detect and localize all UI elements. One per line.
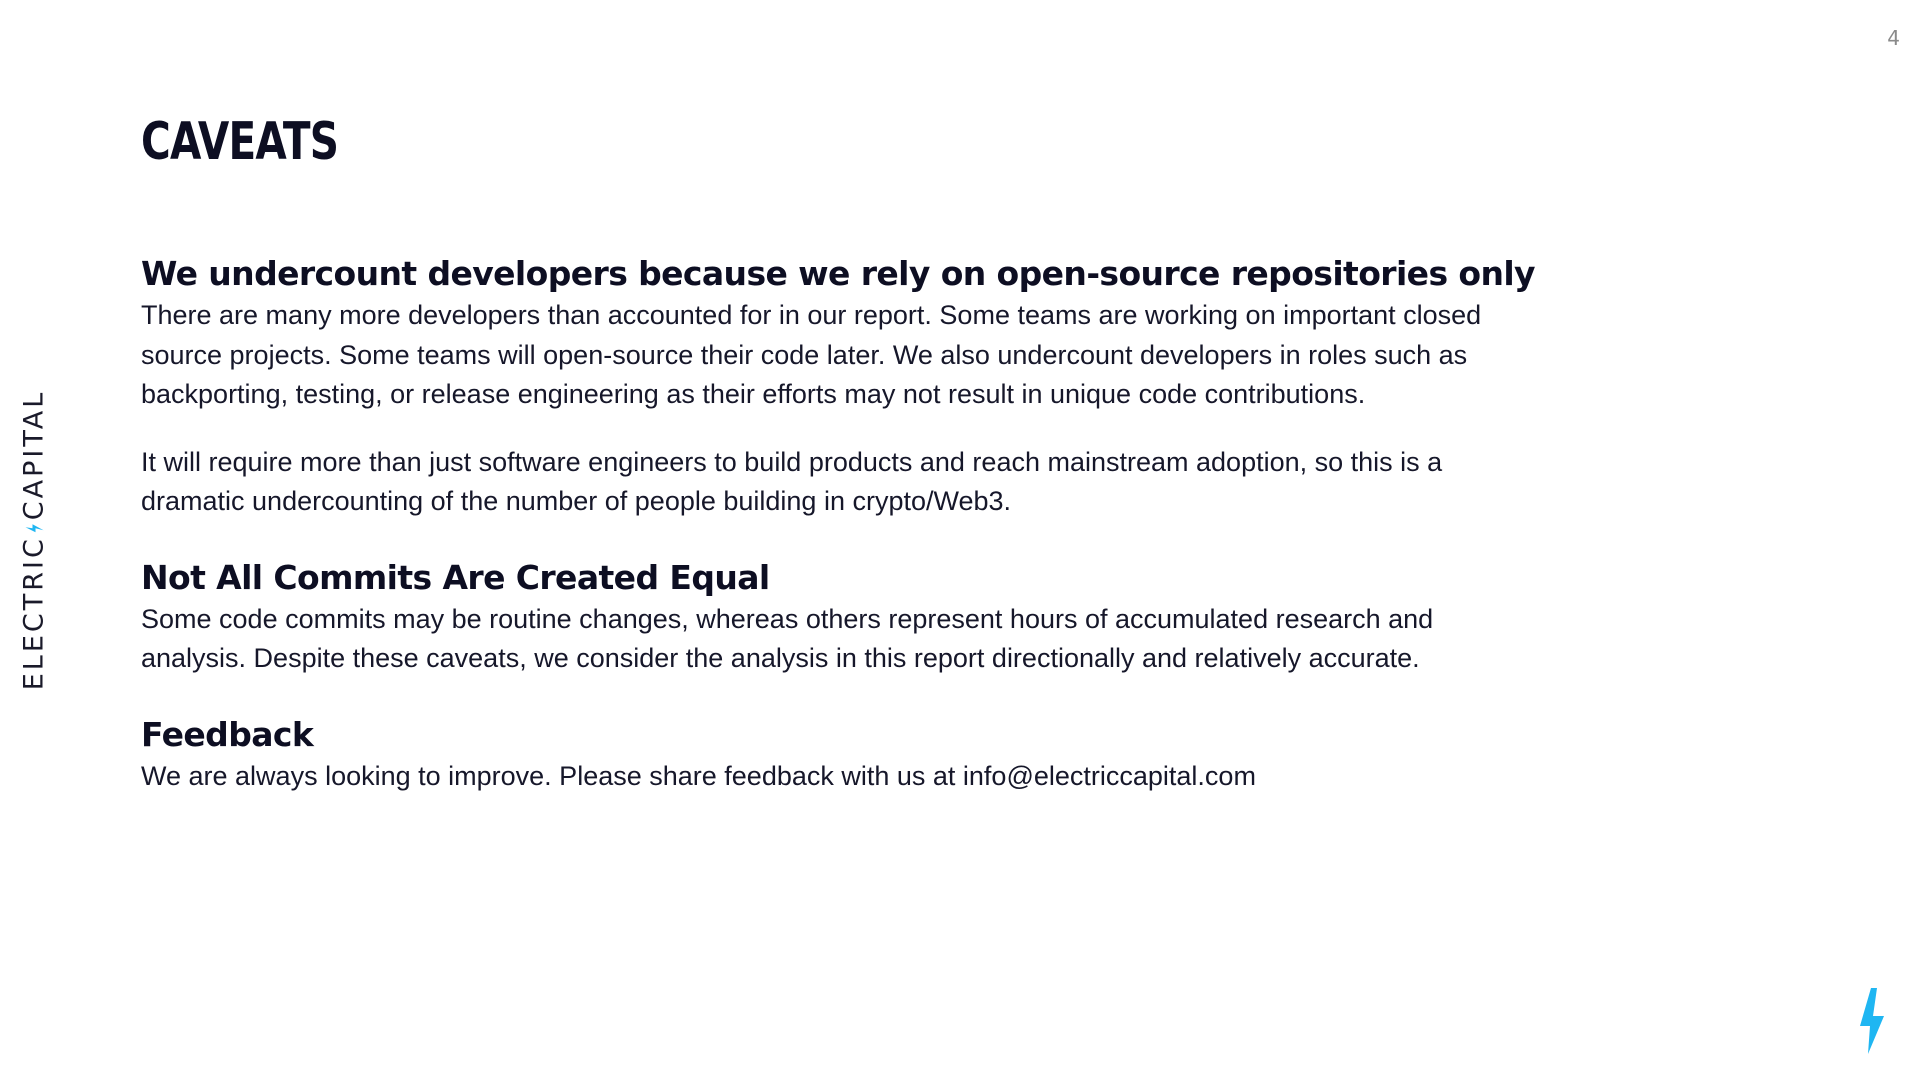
- section-feedback: [141, 713, 1541, 797]
- section-heading: We undercount developers because we rely on open-source repositories only: [141, 254, 1535, 293]
- section-undercount: [141, 252, 1541, 522]
- section-commits: [141, 556, 1541, 679]
- section-heading: Feedback: [141, 714, 314, 754]
- lightning-bolt-icon: [25, 523, 43, 533]
- section-paragraph: There are many more developers than accounted for in our report. Some teams are working on important closed source projects. Some teams will open-source their code later. We also undercount developers in roles such as backporting, testing, or release engineering as their efforts may not result in unique code contributions.: [141, 300, 1482, 409]
- caveats-content: [141, 252, 1541, 796]
- logo-word-capital: CAPITAL: [18, 389, 50, 521]
- lightning-bolt-icon: [1856, 988, 1886, 1054]
- section-paragraph: We are always looking to improve. Please share feedback with us at info@electriccapital.com: [141, 760, 1256, 791]
- page-title: CAVEATS: [141, 112, 339, 172]
- electric-capital-logo: [19, 390, 50, 691]
- section-paragraph: Some code commits may be routine changes, whereas others represent hours of accumulated research and analysis. Despite these caveats, we consider the analysis in this report directionally and relatively accurate.: [141, 603, 1434, 673]
- section-heading: Not All Commits Are Created Equal: [141, 557, 770, 597]
- logo-word-electric: ELECTRIC: [18, 536, 50, 691]
- section-paragraph: It will require more than just software engineers to build products and reach mainstream adoption, so this is a dramatic undercounting of the number of people building in crypto/Web3.: [141, 446, 1443, 516]
- page-number: 4: [1887, 26, 1900, 50]
